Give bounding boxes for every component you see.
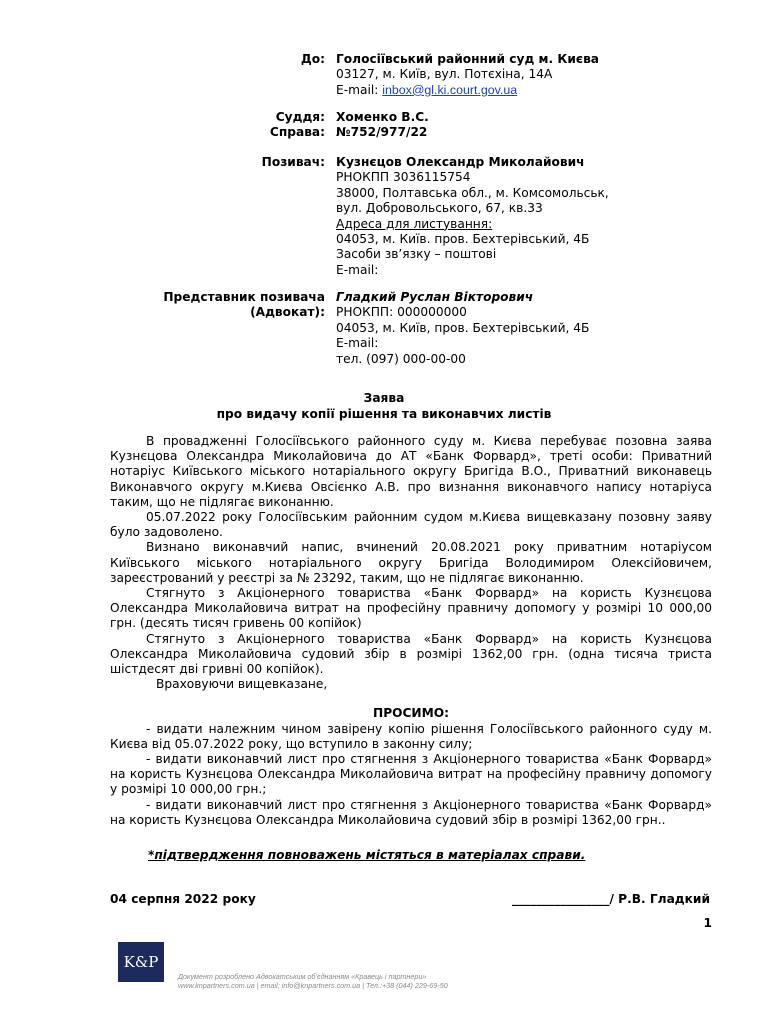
signature-line: ________________/ Р.В. Гладкий <box>511 892 710 906</box>
paragraph: Визнано виконавчий напис, вчинений 20.08.2021 року приватним нотаріусом Київського міського нотаріального округу Бригіда Володимиром Олексійовичем, зареєстрований у реєстрі за № 23292, таким, що не підлягає виконанню. <box>110 540 712 585</box>
case-number: №752/977/22 <box>336 125 428 140</box>
title-line-1: Заява <box>363 391 405 405</box>
logo-text: K&P <box>123 953 159 971</box>
mailing-line: 04053, м. Київ. пров. Бехтерівський, 4Б <box>336 232 590 247</box>
footer-line-1: Документ розроблено Адвокатським об’єднанням «Кравець і партнери» <box>178 972 427 981</box>
plaintiff-details <box>336 155 609 278</box>
request-heading: ПРОСИМО: <box>373 706 449 721</box>
title-line-2: про видачу копії рішення та виконавчих листів <box>216 407 552 421</box>
plaintiff-name: Кузнєцов Олександр Миколайович <box>336 155 585 169</box>
mailing-address-label: Адреса для листування: <box>336 216 493 231</box>
document-body <box>110 434 712 828</box>
footer-line-2: www.knpartners.com.ua | email; info@knpartners.com.ua | Тел.:+38 (044) 229-69-50 <box>178 981 448 990</box>
court-email-link[interactable]: inbox@gl.ki.court.gov.ua <box>382 82 518 97</box>
case-values <box>336 110 429 141</box>
court-email-line <box>336 83 599 98</box>
kp-logo <box>118 942 164 982</box>
authority-confirmation-note: *підтвердження повноважень містяться в матеріалах справи. <box>148 848 586 862</box>
paragraph: В провадженні Голосіївського районного суду м. Києва перебуває позовна заява Кузнєцова Олександра Миколайовича до АТ «Банк Форвард», треті особи: Приватний нотаріус Київського міського нотаріального округу Бригіда В.О., Приватний виконавець Виконавчого округу м.Києва Овсієнко А.В. про визнання виконавчого напису нотаріуса таким, що не підлягає виконанню. <box>110 434 712 509</box>
representative-line: тел. (097) 000-00-00 <box>336 351 466 366</box>
document-date: 04 серпня 2022 року <box>110 892 256 906</box>
court-address: 03127, м. Київ, вул. Потєхіна, 14А <box>336 67 553 82</box>
court-email-label: E-mail: <box>336 82 383 97</box>
advocate-label: (Адвокат): <box>250 305 325 320</box>
paragraph: Стягнуто з Акціонерного товариства «Банк Форвард» на користь Кузнєцова Олександра Миколайовича судовий збір в розмірі 1362,00 грн. (одна тисяча триста шістдесят дві гривні 00 копійок). <box>110 631 712 677</box>
representative-line: E-mail: <box>336 336 379 351</box>
plaintiff-line: вул. Добровольського, 67, кв.33 <box>336 201 543 216</box>
request-item: - видати належним чином завірену копію рішення Голосіївського районного суду м. Києва від 05.07.2022 року, що вступило в законну силу; <box>110 721 712 751</box>
representative-line: 04053, м. Київ, пров. Бехтерівський, 4Б <box>336 320 590 335</box>
court-name: Голосіївський районний суд м. Києва <box>336 52 600 66</box>
case-label: Справа: <box>269 125 325 140</box>
plaintiff-label: Позивач: <box>261 155 325 169</box>
case-labels <box>270 110 325 141</box>
paragraph: 05.07.2022 року Голосіївським районним судом м.Києва вищевказану позовну заяву було задоволено. <box>110 510 712 540</box>
representative-details <box>336 290 589 367</box>
mailing-line: Засоби зв’язку – поштові <box>336 247 497 262</box>
representative-line: РНОКПП: 000000000 <box>336 305 467 320</box>
paragraph: Враховуючи вищевказане, <box>156 677 328 692</box>
representative-labels <box>163 290 325 321</box>
judge-label: Суддя: <box>275 110 325 124</box>
plaintiff-line: 38000, Полтавська обл., м. Комсомольськ, <box>336 185 609 200</box>
representative-name: Гладкий Руслан Вікторович <box>336 290 534 304</box>
to-label: До: <box>300 52 325 66</box>
mailing-line: E-mail: <box>336 262 379 277</box>
plaintiff-line: РНОКПП 3036115754 <box>336 170 471 185</box>
court-details <box>336 52 599 98</box>
representative-label: Представник позивача <box>163 290 325 304</box>
document-title <box>0 390 768 422</box>
request-item: - видати виконавчий лист про стягнення з Акціонерного товариства «Банк Форвард» на користь Кузнєцова Олександра Миколайовича судовий збір в розмірі 1362,00 грн.. <box>110 797 712 827</box>
request-item: - видати виконавчий лист про стягнення з Акціонерного товариства «Банк Форвард» на користь Кузнєцова Олександра Миколайовича витрат на професійну правничу допомогу у розмірі 10 000,00 грн.; <box>110 752 712 797</box>
paragraph: Стягнуто з Акціонерного товариства «Банк Форвард» на користь Кузнєцова Олександра Миколайовича витрат на професійну правничу допомогу у розмірі 10 000,00 грн. (десять тисяч гривень 00 копійок) <box>110 586 712 631</box>
footer <box>178 972 448 990</box>
page-number: 1 <box>703 916 712 930</box>
judge-name: Хоменко В.С. <box>336 110 429 124</box>
